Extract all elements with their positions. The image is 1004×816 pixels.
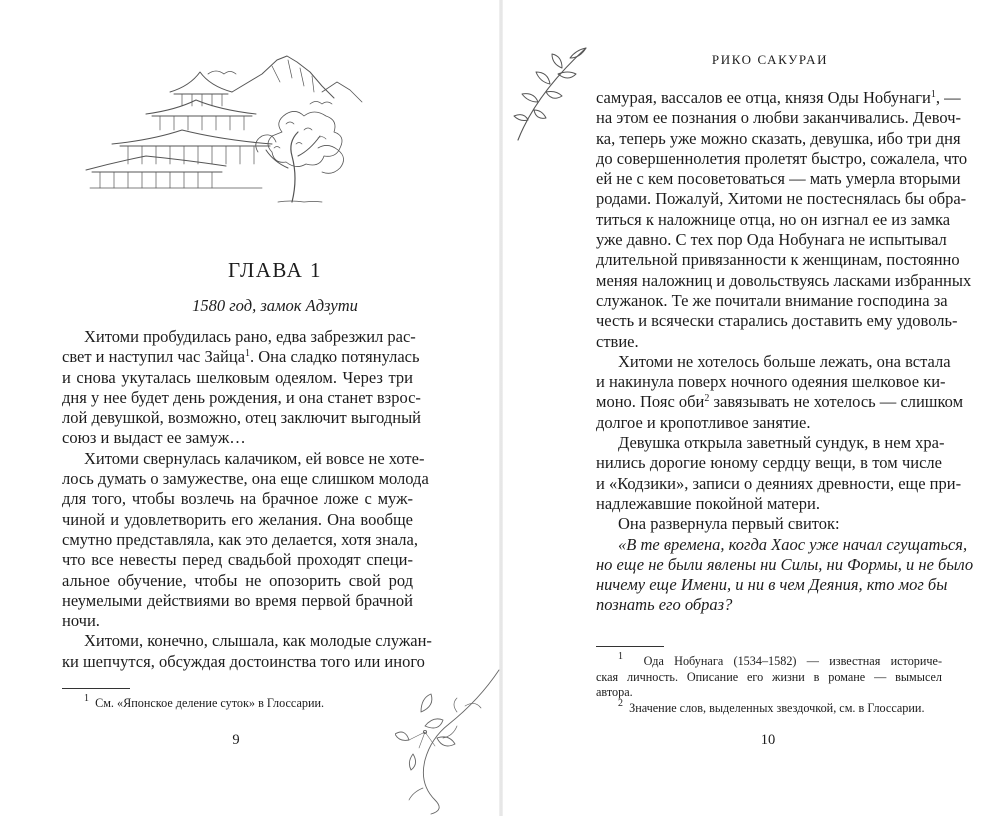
text-line: смутно представляла, как это делается, хотя знала,	[62, 529, 418, 549]
footnote-mark: 1	[618, 651, 623, 662]
text-line: долгое и кропотливое занятие.	[596, 412, 811, 432]
quote-paragraph	[596, 534, 974, 616]
text-line: лой девушкой, возможно, отец заключит выгодный	[62, 408, 421, 428]
footnote	[596, 651, 943, 670]
text-line: Хитоми пробудилась рано, едва забрезжил рас-	[84, 327, 416, 346]
paragraph	[62, 631, 432, 672]
quote-line: познать его образ?	[596, 595, 733, 615]
text-line: ка, теперь уже можно сказать, девушка, ибо три дня	[596, 128, 961, 148]
flower-vine-drawing	[395, 668, 505, 816]
leaf-branch-illustration	[512, 44, 592, 144]
footnote-line: автора.	[596, 685, 633, 699]
text-line: надлежавшие покойной матери.	[596, 493, 820, 513]
text-line: неумелыми действиями во время первой брачной	[62, 590, 413, 610]
quote-line: но еще не были явлены ни Силы, ни Формы, и не было	[596, 554, 974, 574]
text-line	[596, 392, 964, 412]
text-line: длительной привязанности к женщинам, постоянно	[596, 250, 960, 270]
text-line: ей не с кем посоветоваться — мать умерла вторыми	[596, 169, 961, 189]
text-line: Хитоми не хотелось больше лежать, она встала	[618, 351, 951, 371]
page-number-left: 9	[232, 732, 240, 748]
text-line: дня у нее будет день рождения, и она станет взрос-	[62, 387, 421, 407]
footnote-mark: 1	[930, 89, 936, 100]
text-line: ствие.	[596, 331, 639, 351]
text-line: титься к наложнице отца, но он изгнал ее из замка	[596, 209, 951, 229]
castle-illustration	[82, 52, 412, 212]
right-footnotes	[596, 651, 943, 716]
text-line: для того, чтобы возлечь на брачное ложе с муж-	[62, 489, 413, 509]
footnote-mark: 1	[245, 348, 251, 360]
text-line: ки шепчутся, обсуждая достоинства того или иного	[62, 651, 425, 671]
footnote-rule	[596, 646, 664, 647]
text-line	[596, 88, 961, 108]
footnote-text: Значение слов, выделенных звездочкой, см. в Глоссарии.	[629, 700, 925, 715]
text-line: что все невесты перед свадьбой проходят специ-	[62, 550, 413, 570]
text-line: ночи.	[62, 611, 100, 631]
paragraph	[596, 351, 964, 433]
footnote	[596, 697, 942, 717]
leaf-branch-drawing	[512, 44, 592, 144]
text-line: родами. Пожалуй, Хитоми не постеснялась бы обра-	[596, 189, 967, 209]
text-segment: моно. Пояс оби	[596, 392, 705, 412]
text-segment: завязывать не хотелось — слишком	[709, 392, 964, 412]
text-line: меняя наложниц и довольствуясь ласками избранных	[596, 270, 972, 290]
footnote-mark: 1	[84, 693, 89, 704]
text-segment: самурая, вассалов ее отца, князя Оды Нобунаги	[596, 88, 931, 107]
text-line: уже давно. С тех пор Ода Нобунага не испытывал	[596, 230, 947, 250]
footnote-mark: 2	[704, 393, 710, 405]
text-line: и «Кодзики», записи о деяниях древности, еще при-	[596, 473, 962, 493]
footnote	[62, 693, 362, 712]
paragraph	[596, 88, 972, 352]
page-number-right: 10	[760, 732, 776, 748]
left-page-body	[62, 327, 432, 672]
text-line: нились дорогие юному сердцу вещи, в том числе	[596, 453, 942, 473]
text-line: Девушка открыла заветный сундук, в нем хра-	[618, 433, 945, 453]
text-line: чиной и удовлетворить его желания. Она вообще	[62, 509, 413, 529]
text-segment: свет и наступил час Зайца	[62, 347, 246, 367]
castle-landscape-drawing	[82, 52, 412, 212]
text-line: честь и всячески старались доставить ему удоволь-	[596, 311, 958, 331]
text-line: на этом ее познания о любви заканчивались. Девоч-	[596, 108, 961, 128]
running-head: РИКО САКУРАИ	[711, 52, 829, 67]
text-line	[62, 347, 420, 367]
footnote-mark: 2	[618, 697, 623, 709]
text-line: до совершеннолетия пролетят быстро, сожалела, что	[596, 148, 968, 168]
text-line: альное обучение, чтобы не опозорить свой род	[62, 570, 413, 590]
right-page-body	[596, 88, 974, 616]
text-line: и накинула поверх ночного одеяния шелковое ки-	[596, 372, 946, 392]
left-footnotes	[62, 693, 362, 712]
quote-line: ничему еще Имени, и ни в чем Деяния, кто мог бы	[596, 575, 948, 595]
flower-vine-illustration	[395, 668, 505, 816]
chapter-subtitle: 1580 год, замок Адзути	[192, 296, 358, 315]
footnote-text: Ода Нобунага (1534–1582) — известная историче-	[643, 654, 943, 668]
paragraph	[62, 448, 429, 632]
text-line: Она развернула первый свиток:	[618, 514, 840, 534]
text-line: Хитоми свернулась калачиком, ей вовсе не хоте-	[84, 448, 425, 468]
paragraph	[596, 433, 962, 514]
text-line: и снова укуталась шелковым одеялом. Через три	[62, 367, 413, 387]
footnote-rule	[62, 688, 130, 689]
text-segment: . Она сладко потянулась	[250, 347, 420, 367]
text-line: служанок. Те же почитали внимание господина за	[596, 290, 948, 310]
quote-line: «В те времена, когда Хаос уже начал сгущаться,	[618, 534, 968, 554]
text-segment: , —	[935, 88, 961, 107]
footnote-line: ская личность. Описание его жизни в романе — вымысел	[596, 669, 942, 684]
text-line: лось думать о замужестве, она еще слишком молода	[62, 469, 429, 489]
footnote-text: См. «Японское деление суток» в Глоссарии.	[95, 696, 325, 710]
text-line: союз и выдаст ее замуж…	[62, 428, 246, 448]
paragraph	[62, 327, 421, 449]
text-line: Хитоми, конечно, слышала, как молодые служан-	[84, 631, 432, 651]
paragraph	[596, 514, 942, 534]
chapter-title: ГЛАВА 1	[227, 258, 323, 282]
